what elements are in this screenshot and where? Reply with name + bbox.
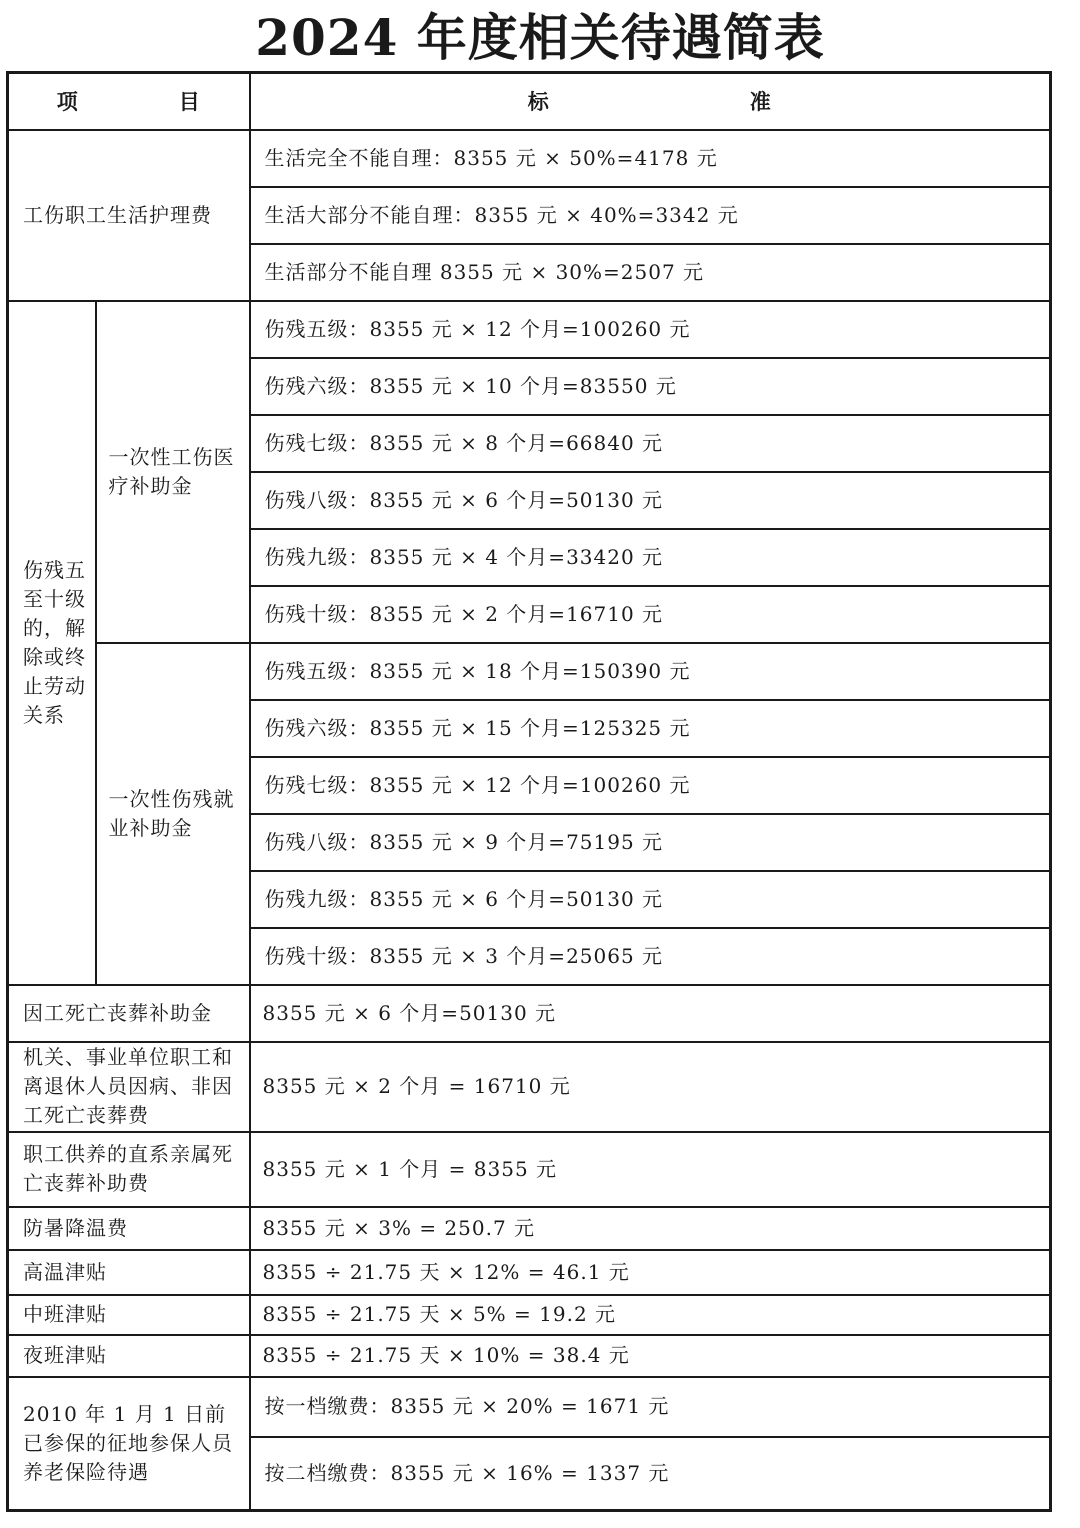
funeral-subsidy-value: 8355 元 × 6 个月=50130 元 (250, 985, 1051, 1042)
header-standard (250, 73, 1051, 130)
employment-standard: 伤残八级：8355 元 × 9 个月=75195 元 (250, 814, 1051, 871)
table-row (8, 130, 1051, 187)
page-title: 2024 年度相关待遇简表 (255, 8, 825, 67)
medical-subsidy-label: 一次性工伤医疗补助金 (96, 301, 250, 643)
header-item (8, 73, 250, 130)
table-row (8, 1295, 1051, 1335)
employment-standard: 伤残十级：8355 元 × 3 个月=25065 元 (250, 928, 1051, 985)
table-row (8, 1335, 1051, 1377)
header-standard-char-1: 标 (527, 88, 550, 114)
table-header-row (8, 73, 1051, 130)
table-row (8, 643, 1051, 700)
header-item-char-2: 目 (178, 88, 201, 114)
table-row (8, 1250, 1051, 1295)
employment-standard: 伤残九级：8355 元 × 6 个月=50130 元 (250, 871, 1051, 928)
table-row (8, 1132, 1051, 1207)
nursing-standard: 生活大部分不能自理：8355 元 × 40%=3342 元 (250, 187, 1051, 244)
high-temp-allowance-label: 高温津贴 (8, 1250, 250, 1295)
pension-label: 2010 年 1 月 1 日前已参保的征地参保人员养老保险待遇 (8, 1377, 250, 1511)
employment-subsidy-label: 一次性伤残就业补助金 (96, 643, 250, 985)
header-standard-char-2: 准 (749, 88, 772, 114)
middle-shift-allowance-value: 8355 ÷ 21.75 天 × 5% = 19.2 元 (250, 1295, 1051, 1335)
medical-standard: 伤残八级：8355 元 × 6 个月=50130 元 (250, 472, 1051, 529)
medical-standard: 伤残九级：8355 元 × 4 个月=33420 元 (250, 529, 1051, 586)
table-row (8, 301, 1051, 358)
night-shift-allowance-label: 夜班津贴 (8, 1335, 250, 1377)
heatstroke-fee-value: 8355 元 × 3% = 250.7 元 (250, 1207, 1051, 1250)
night-shift-allowance-value: 8355 ÷ 21.75 天 × 10% = 38.4 元 (250, 1335, 1051, 1377)
civil-servant-funeral-value: 8355 元 × 2 个月 = 16710 元 (250, 1042, 1051, 1132)
table-row (8, 1042, 1051, 1132)
civil-servant-funeral-label: 机关、事业单位职工和离退休人员因病、非因工死亡丧葬费 (8, 1042, 250, 1132)
nursing-standard: 生活部分不能自理 8355 元 × 30%=2507 元 (250, 244, 1051, 301)
employment-standard: 伤残七级：8355 元 × 12 个月=100260 元 (250, 757, 1051, 814)
employment-standard: 伤残五级：8355 元 × 18 个月=150390 元 (250, 643, 1051, 700)
table-row (8, 1377, 1051, 1437)
nursing-standard: 生活完全不能自理：8355 元 × 50%=4178 元 (250, 130, 1051, 187)
pension-standard: 按二档缴费：8355 元 × 16% = 1337 元 (250, 1437, 1051, 1511)
disability-label: 伤残五至十级的，解除或终止劳动关系 (8, 301, 96, 985)
dependent-funeral-label: 职工供养的直系亲属死亡丧葬补助费 (8, 1132, 250, 1207)
medical-standard: 伤残十级：8355 元 × 2 个月=16710 元 (250, 586, 1051, 643)
nursing-label: 工伤职工生活护理费 (8, 130, 250, 301)
medical-standard: 伤残五级：8355 元 × 12 个月=100260 元 (250, 301, 1051, 358)
middle-shift-allowance-label: 中班津贴 (8, 1295, 250, 1335)
medical-standard: 伤残七级：8355 元 × 8 个月=66840 元 (250, 415, 1051, 472)
medical-standard: 伤残六级：8355 元 × 10 个月=83550 元 (250, 358, 1051, 415)
table-row (8, 1207, 1051, 1250)
benefits-table (6, 71, 1052, 1512)
pension-standard: 按一档缴费：8355 元 × 20% = 1671 元 (250, 1377, 1051, 1437)
employment-standard: 伤残六级：8355 元 × 15 个月=125325 元 (250, 700, 1051, 757)
table-row (8, 985, 1051, 1042)
high-temp-allowance-value: 8355 ÷ 21.75 天 × 12% = 46.1 元 (250, 1250, 1051, 1295)
heatstroke-fee-label: 防暑降温费 (8, 1207, 250, 1250)
dependent-funeral-value: 8355 元 × 1 个月 = 8355 元 (250, 1132, 1051, 1207)
header-item-char-1: 项 (56, 88, 79, 114)
funeral-subsidy-label: 因工死亡丧葬补助金 (8, 985, 250, 1042)
